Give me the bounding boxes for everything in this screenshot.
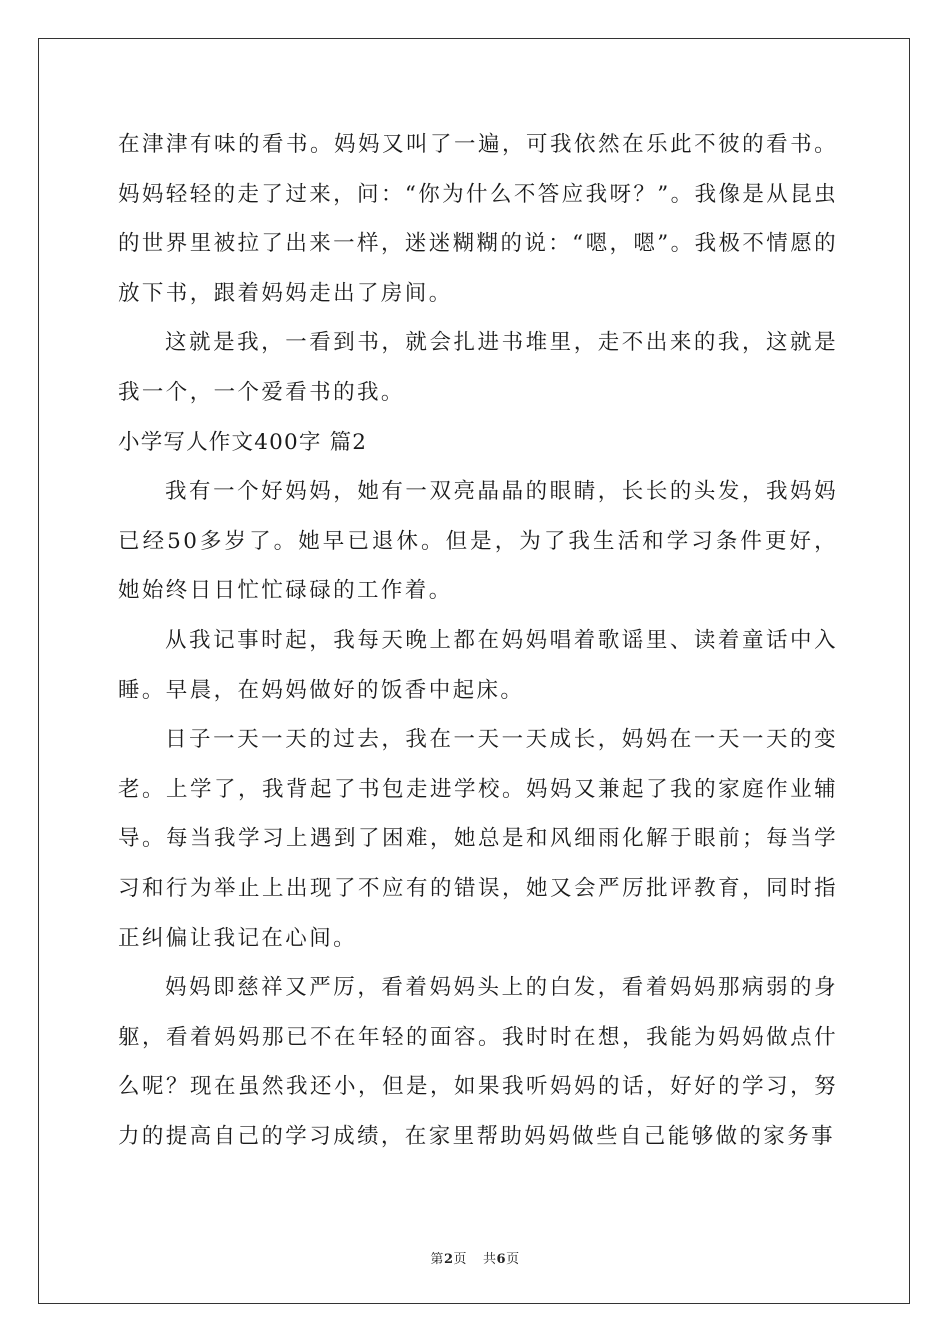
document-body [118, 120, 838, 1161]
paragraph-1: 在津津有味的看书。妈妈又叫了一遍，可我依然在乐此不彼的看书。妈妈轻轻的走了过来，问：“你为什么不答应我呀？”。我像是从昆虫的世界里被拉了出来一样，迷迷糊糊的说：“嗯，嗯”。我极不情愿的放下书，跟着妈妈走出了房间。 [118, 132, 838, 306]
section-heading: 小学写人作文400字 篇2 [118, 429, 368, 455]
paragraph-5: 日子一天一天的过去，我在一天一天成长，妈妈在一天一天的变老。上学了，我背起了书包走进学校。妈妈又兼起了我的家庭作业辅导。每当我学习上遇到了困难，她总是和风细雨化解于眼前；每当学习和行为举止上出现了不应有的错误，她又会严厉批评教育，同时指正纠偏让我记在心间。 [118, 727, 838, 951]
page-footer [0, 1248, 950, 1267]
total-prefix: 共 [483, 1252, 497, 1267]
paragraph-3: 我有一个好妈妈，她有一双亮晶晶的眼睛，长长的头发，我妈妈已经50多岁了。她早已退休。但是，为了我生活和学习条件更好，她始终日日忙忙碌碌的工作着。 [118, 479, 838, 604]
page-prefix: 第 [430, 1252, 444, 1267]
total-suffix: 页 [506, 1252, 520, 1267]
page-total-number: 6 [496, 1252, 507, 1267]
paragraph-2: 这就是我，一看到书，就会扎进书堆里，走不出来的我，这就是我一个，一个爱看书的我。 [118, 330, 838, 405]
paragraph-6: 妈妈即慈祥又严厉，看着妈妈头上的白发，看着妈妈那病弱的身躯，看着妈妈那已不在年轻的面容。我时时在想，我能为妈妈做点什么呢？现在虽然我还小，但是，如果我听妈妈的话，好好的学习，努力的提高自己的学习成绩，在家里帮助妈妈做些自己能够做的家务事 [118, 975, 838, 1149]
paragraph-4: 从我记事时起，我每天晚上都在妈妈唱着歌谣里、读着童话中入睡。早晨，在妈妈做好的饭香中起床。 [118, 627, 838, 703]
page-suffix: 页 [453, 1252, 467, 1267]
page-current-number: 2 [443, 1252, 454, 1267]
